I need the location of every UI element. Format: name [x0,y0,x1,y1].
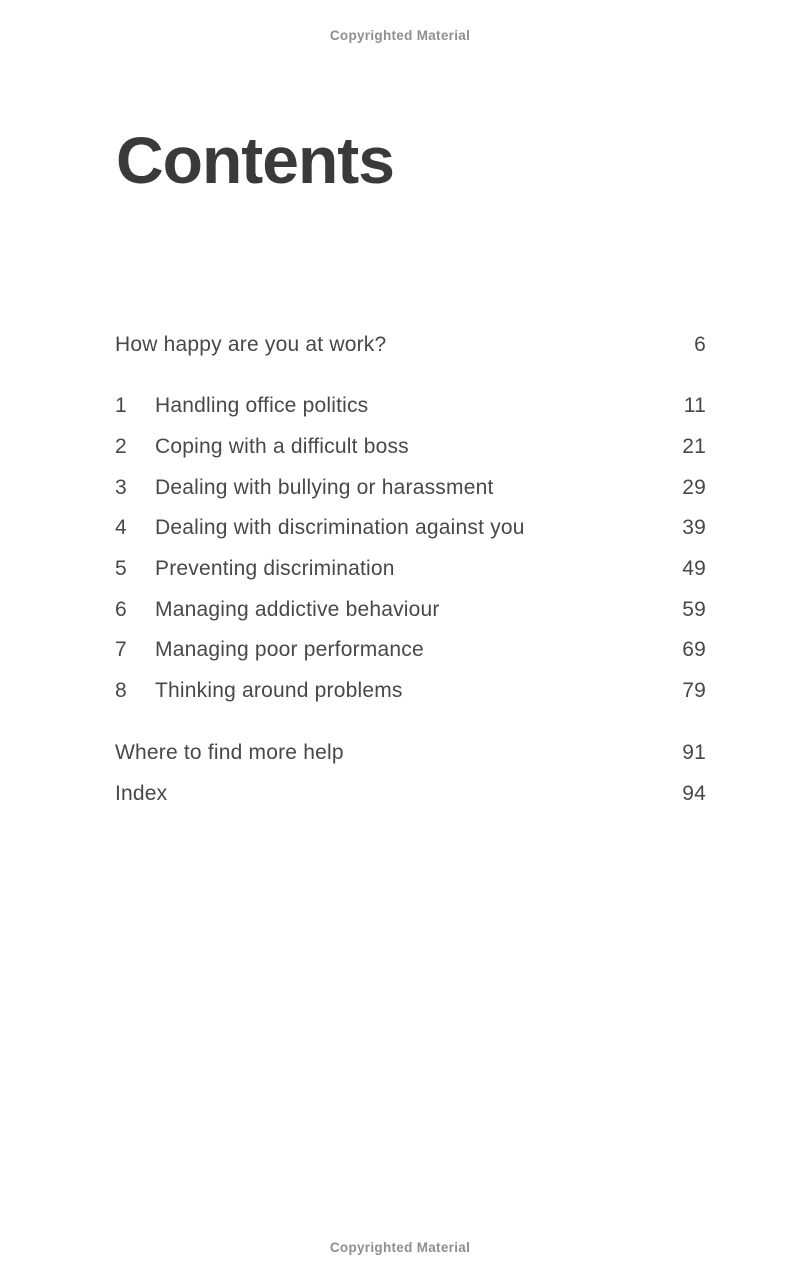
toc-row-chapter [115,549,706,590]
back-matter-title: Index [115,781,168,805]
chapter-number: 5 [115,557,127,581]
chapter-page-number: 11 [683,394,706,418]
chapter-page-number: 59 [682,597,706,621]
toc-section-spacer [115,358,706,386]
toc-section-spacer [115,712,706,733]
chapter-page-number: 39 [682,516,706,540]
chapter-page-number: 21 [682,435,706,459]
chapter-title: Coping with a difficult boss [155,435,409,459]
chapter-list [115,386,706,712]
chapter-page-number: 49 [682,557,706,581]
toc-row-chapter [115,386,706,427]
back-matter-page-number: 94 [682,781,706,805]
toc-row-chapter [115,671,706,712]
copyright-notice-top: Copyrighted Material [329,28,471,43]
intro-entry-title: How happy are you at work? [115,332,387,356]
toc-row-chapter [115,589,706,630]
toc-row-back-matter [115,773,706,814]
chapter-number: 8 [115,679,127,703]
toc-row-back-matter [115,733,706,774]
toc-row-intro [115,331,706,358]
chapter-title: Dealing with discrimination against you [155,516,525,540]
chapter-page-number: 79 [682,679,706,703]
chapter-title: Managing addictive behaviour [155,597,440,621]
chapter-title: Preventing discrimination [155,557,395,581]
chapter-title: Dealing with bullying or harassment [155,475,494,499]
copyright-notice-bottom: Copyrighted Material [329,1240,471,1255]
toc-row-chapter [115,508,706,549]
toc-row-chapter [115,427,706,468]
chapter-number: 4 [115,516,127,540]
chapter-title: Managing poor performance [155,638,424,662]
back-matter-title: Where to find more help [115,740,344,764]
chapter-number: 3 [115,475,127,499]
chapter-number: 1 [115,394,127,418]
back-matter-list [115,733,706,814]
chapter-title: Handling office politics [155,394,369,418]
chapter-page-number: 29 [682,475,706,499]
chapter-number: 7 [115,638,127,662]
toc-row-chapter [115,467,706,508]
page-title: Contents [116,123,394,197]
toc-row-chapter [115,630,706,671]
chapter-page-number: 69 [682,638,706,662]
chapter-number: 6 [115,597,127,621]
back-matter-page-number: 91 [682,740,706,764]
intro-entry-page-number: 6 [694,332,706,356]
chapter-number: 2 [115,435,127,459]
chapter-title: Thinking around problems [155,679,403,703]
table-of-contents [115,331,706,814]
